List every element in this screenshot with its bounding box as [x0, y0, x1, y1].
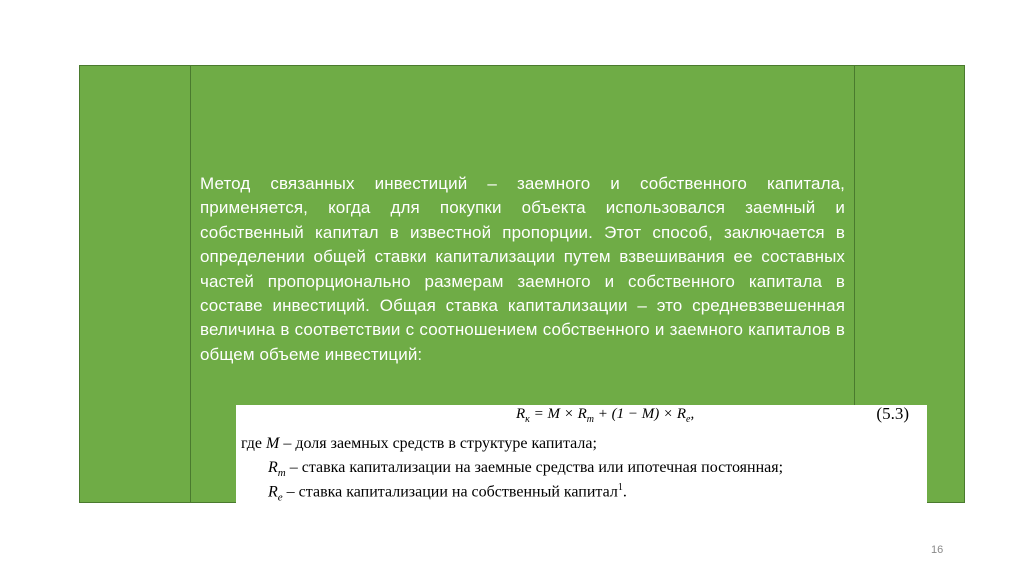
- page-number: 16: [931, 544, 944, 556]
- formula-number: (5.3): [876, 404, 909, 423]
- green-content-table: [79, 65, 965, 503]
- legend-line-m: где M – доля заемных средств в структуре капитала;: [241, 435, 597, 452]
- legend-line-re: $R_e$ – ставка капитализации на собственный капитал$^1$.: [268, 482, 627, 504]
- left-column-divider: [190, 66, 191, 502]
- method-description-paragraph: Метод связанных инвестиций – заемного и собственного капитала, применяется, когда для покупки объекта использовался заемный и собственный капитал в известной пропорции. Этот способ, заключается в определении общей ставки капитализации путем взвешивания ее составных частей пропорционально размерам заемного и собственного капитала в составе инвестиций. Общая ставка капитализации – это средневзвешенная величина в соответствии с соотношением собственного и заемного капиталов в общем объеме инвестиций:: [200, 174, 845, 364]
- legend-line-rm: $R_m$ – ставка капитализации на заемные средства или ипотечная постоянная;: [268, 459, 784, 480]
- formula-image: [236, 405, 927, 504]
- capitalization-formula: $R_к = M \times R_m + (1 - M) \times R_e$,: [516, 406, 695, 425]
